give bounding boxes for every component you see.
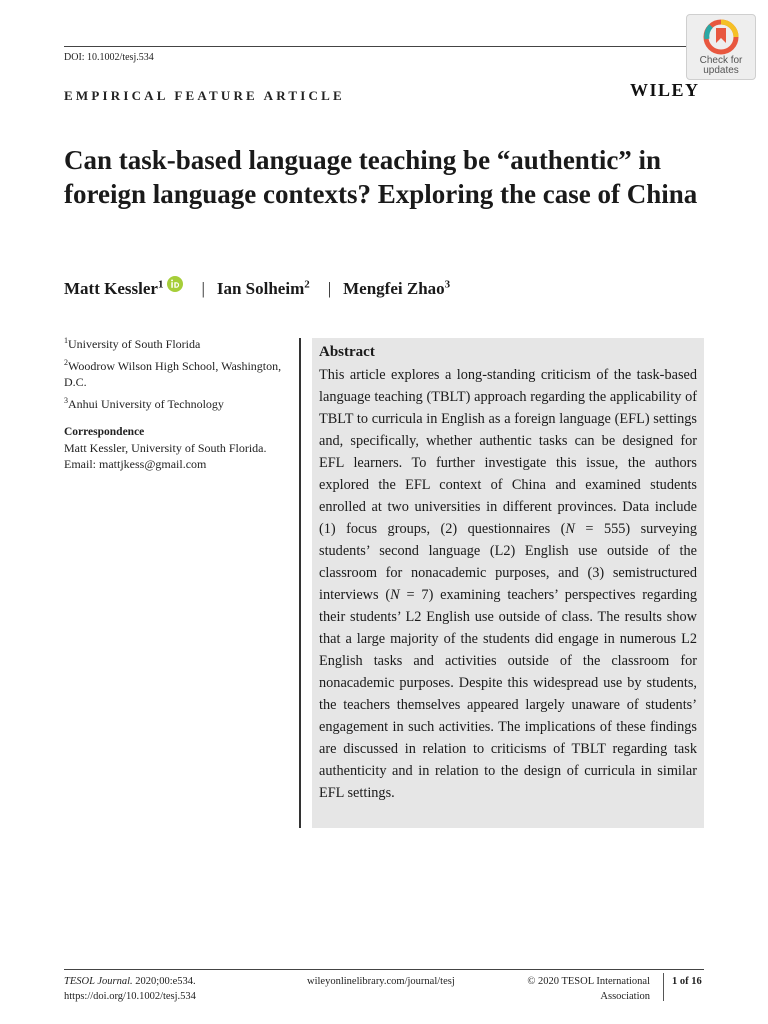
affiliation-mark: 1	[64, 336, 68, 345]
article-title: Can task-based language teaching be “authentic” in foreign language contexts? Exploring the case of China	[64, 145, 698, 209]
correspondence-email[interactable]: Email: mattjkess@gmail.com	[64, 457, 207, 471]
affiliation-text: University of South Florida	[68, 337, 201, 351]
affiliation-item	[64, 355, 289, 390]
affiliation-text: Woodrow Wilson High School, Washington, D.C.	[64, 359, 282, 389]
abstract-text-part: = 555) surveying students’ second language (L2) English use outside of the classroom for nonacademic purposes, and (3) semistructured interviews (	[319, 521, 697, 603]
journal-name: TESOL Journal.	[64, 976, 133, 987]
correspondence-heading: Correspondence	[64, 426, 145, 438]
check-for-updates-icon	[703, 18, 739, 56]
article-type: EMPIRICAL FEATURE ARTICLE	[64, 88, 345, 103]
abstract-n-symbol: N	[565, 521, 575, 537]
author-name[interactable]: Ian Solheim	[216, 279, 305, 298]
author-separator: |	[327, 279, 332, 298]
journal-citation: 2020;00:e534.	[132, 976, 196, 987]
author-affiliation-mark: 2	[304, 278, 310, 291]
affiliation-mark: 3	[64, 396, 68, 405]
affiliation-item	[64, 393, 289, 412]
abstract-text-part: = 7) examining teachers’ perspectives regarding their students’ L2 English use outside of class. The results show that a large majority of the students did engage in numerous L2 English tasks and activities outside of the classroom for nonacademic purposes. Despite this widespread use by students, the teachers themselves appeared largely unaware of students’ engagement in such activities. The implications of these findings are discussed in relation to criticisms of TBLT regarding task authenticity and in relation to the design of curricula in similar EFL settings.	[319, 587, 697, 801]
author-name[interactable]: Matt Kessler	[64, 279, 158, 298]
abstract-text-part: This article explores a long-standing criticism of the task-based language teaching (TBLT) approach regarding the applicability of TBLT to curricula in English as a foreign language (EFL) settings and, specifically, whether authentic tasks can be designed for EFL learners. To further investigate this issue, the authors explored the EFL context of China and examined students enrolled at two universities in different provinces. Data include (1) focus groups, (2) questionnaires (	[319, 367, 697, 537]
footer-website-link[interactable]: wileyonlinelibrary.com/journal/tesj	[307, 976, 455, 987]
footer-doi-link[interactable]: https://doi.org/10.1002/tesj.534	[64, 991, 196, 1002]
header-rule	[64, 46, 704, 47]
author-separator: |	[201, 279, 205, 298]
abstract-panel	[312, 338, 704, 828]
publisher-logo: WILEY	[630, 80, 700, 100]
page-number: 1 of 16	[672, 976, 702, 987]
footer-citation	[64, 974, 196, 1004]
correspondence-author: Matt Kessler, University of South Florida.	[64, 441, 267, 455]
author-affiliation-mark: 3	[444, 278, 451, 291]
author-name[interactable]: Mengfei Zhao	[343, 279, 445, 298]
copyright-line: Association	[600, 991, 650, 1002]
author-list	[64, 276, 450, 299]
orcid-icon[interactable]	[167, 276, 183, 297]
check-for-updates-badge[interactable]	[686, 14, 756, 80]
abstract-heading: Abstract	[319, 344, 375, 360]
correspondence	[64, 424, 304, 472]
affiliation-text: Anhui University of Technology	[68, 397, 224, 411]
footer-rule	[64, 969, 704, 970]
affiliations	[64, 333, 289, 415]
check-updates-line2: updates	[703, 65, 739, 76]
abstract-n-symbol: N	[390, 587, 400, 603]
doi-label[interactable]: DOI: 10.1002/tesj.534	[64, 52, 154, 63]
affiliation-mark: 2	[64, 358, 68, 367]
author-affiliation-mark: 1	[157, 278, 164, 291]
copyright-line: © 2020 TESOL International	[527, 976, 650, 987]
abstract-divider	[299, 338, 301, 828]
affiliation-item	[64, 333, 289, 352]
footer-divider	[663, 973, 664, 1001]
abstract-body	[319, 364, 697, 804]
footer-copyright	[520, 974, 650, 1004]
check-updates-line1: Check for	[699, 55, 743, 66]
